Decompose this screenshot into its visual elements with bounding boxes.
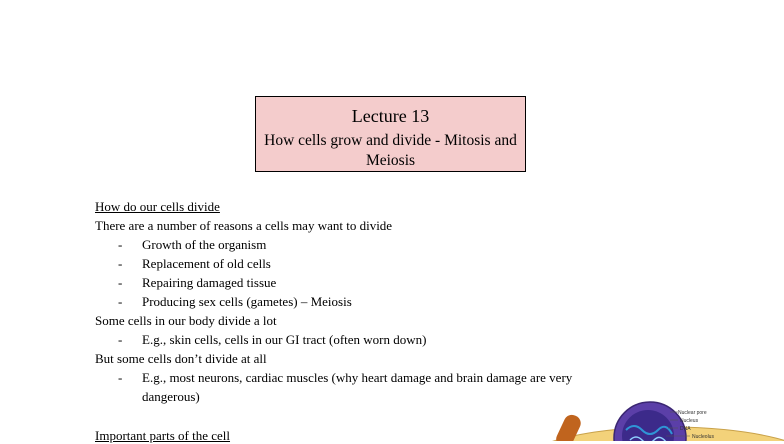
not-divide-text: But some cells don’t divide at all <box>95 351 267 366</box>
cell-diagram-figure <box>520 400 784 441</box>
divide-lot-example: E.g., skin cells, cells in our GI tract (often worn down) <box>142 332 427 347</box>
divide-lot-text: Some cells in our body divide a lot <box>95 313 277 328</box>
figure-label: Nuclear pore <box>678 410 707 416</box>
lecture-title-box <box>255 96 526 172</box>
bullet-dash: - <box>118 294 123 309</box>
figure-label: Nucleolus <box>692 434 714 440</box>
bullet-dash: - <box>118 275 123 290</box>
reason-item: Growth of the organism <box>142 237 267 252</box>
lecture-subtitle-line2: Meiosis <box>365 152 416 169</box>
section-heading-cell-division: How do our cells divide <box>95 199 220 214</box>
bullet-dash: - <box>118 256 123 271</box>
bullet-dash: - <box>118 332 123 347</box>
figure-label: Nucleus <box>680 418 699 424</box>
section-heading-cell-parts: Important parts of the cell <box>95 428 231 443</box>
intro-text: There are a number of reasons a cells may want to divide <box>95 218 393 233</box>
not-divide-example: E.g., most neurons, cardiac muscles (why heart damage and brain damage are very <box>142 370 573 385</box>
bullet-dash: - <box>118 237 123 252</box>
reason-item: Replacement of old cells <box>142 256 271 271</box>
figure-label: DNA <box>680 426 691 432</box>
bullet-dash: - <box>118 370 123 385</box>
lecture-number: Lecture 13 <box>351 106 430 126</box>
reason-item: Producing sex cells (gametes) – Meiosis <box>142 294 352 309</box>
not-divide-example-continued: dangerous) <box>142 389 200 404</box>
reason-item: Repairing damaged tissue <box>142 275 277 290</box>
lecture-subtitle-line1: How cells grow and divide - Mitosis and <box>264 132 517 149</box>
